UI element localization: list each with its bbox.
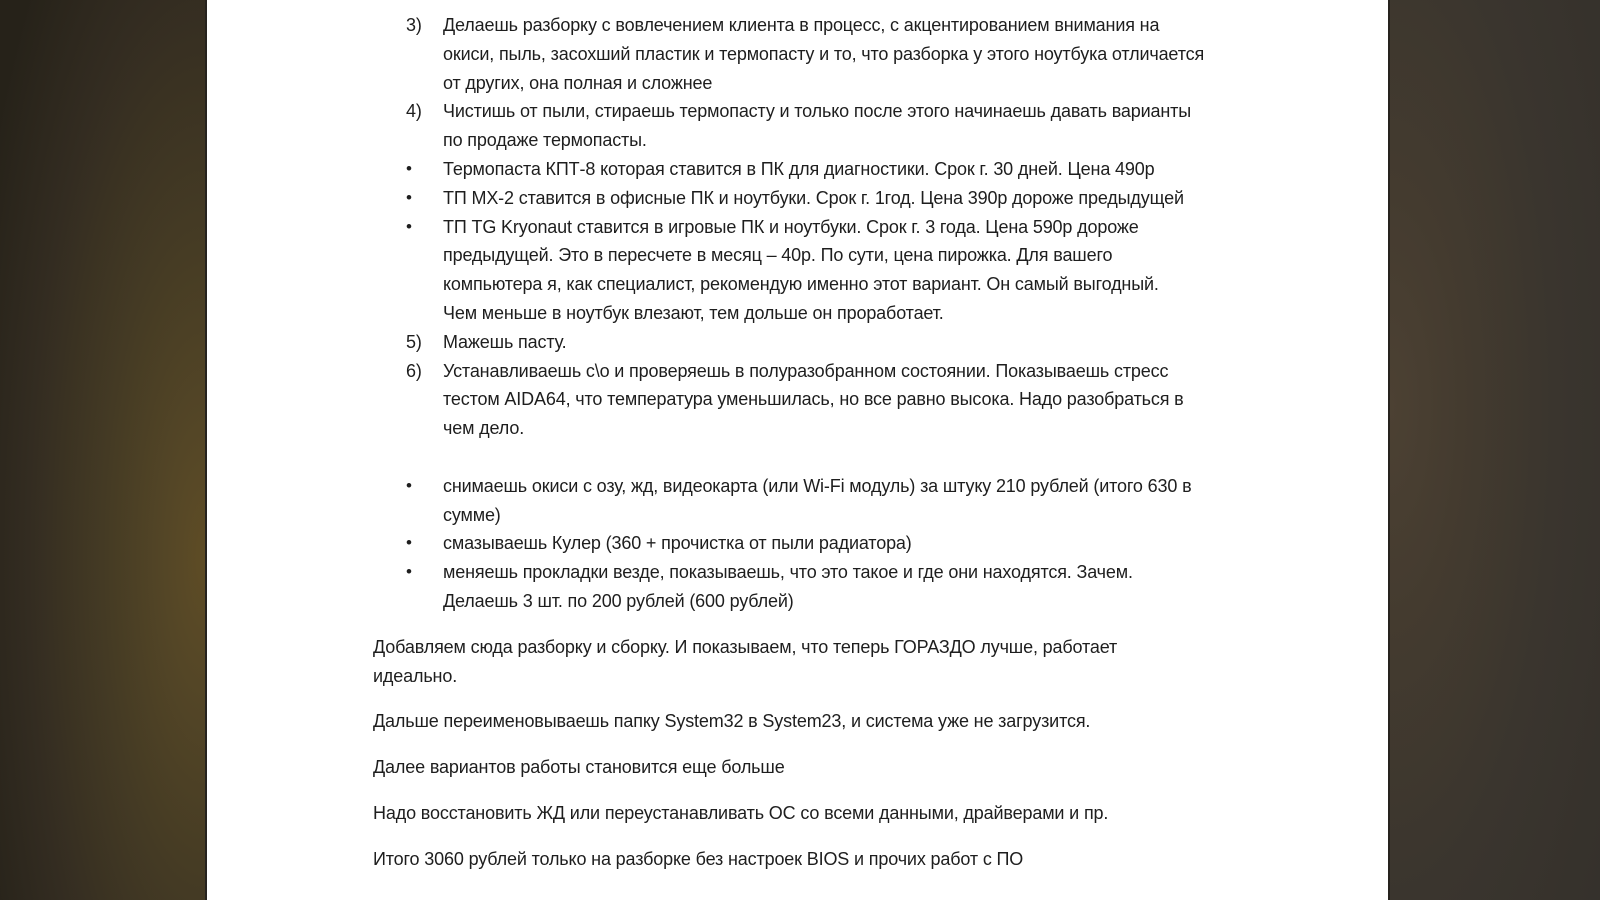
- paragraph: [373, 753, 1368, 782]
- desktop-background-left: [0, 0, 207, 900]
- text-line: предыдущей. Это в пересчете в месяц – 40р. По сути, цена пирожка. Для вашего: [443, 245, 1113, 266]
- desktop-background-right: [1388, 0, 1600, 900]
- text-line: Чем меньше в ноутбук влезают, тем дольше он проработает.: [443, 302, 944, 323]
- text-lines: [443, 213, 1159, 328]
- text-line: Мажешь пасту.: [443, 331, 567, 352]
- list-item: [373, 213, 1368, 328]
- list-item: [373, 97, 1368, 155]
- text-line: тестом AIDA64, что температура уменьшилась, но все равно высока. Надо разобраться в: [443, 389, 1184, 410]
- text-lines: [443, 11, 1204, 97]
- text-line: Устанавливаешь с\о и проверяешь в полуразобранном состоянии. Показываешь стресс: [443, 360, 1169, 381]
- text-lines: [373, 707, 1368, 736]
- text-lines: [373, 845, 1368, 874]
- text-line: чем дело.: [443, 418, 525, 439]
- text-line: по продаже термопасты.: [443, 130, 647, 151]
- list-item: [373, 357, 1368, 443]
- paragraph: [373, 799, 1368, 828]
- number-marker: 6): [406, 360, 422, 381]
- text-line: ТП MX-2 ставится в офисные ПК и ноутбуки. Срок г. 1год. Цена 390р дороже предыдущей: [443, 187, 1184, 208]
- text-line: сумме): [443, 504, 501, 525]
- text-line: компьютера я, как специалист, рекомендую именно этот вариант. Он самый выгодный.: [443, 274, 1159, 295]
- list-item: [373, 11, 1368, 97]
- text-line: идеально.: [373, 665, 458, 686]
- text-lines: [443, 97, 1191, 155]
- list-item: [373, 155, 1368, 184]
- text-lines: [373, 753, 1368, 782]
- bullet-marker: •: [406, 533, 412, 553]
- number-marker: 5): [406, 331, 422, 352]
- number-marker: 3): [406, 15, 422, 35]
- text-line: от других, она полная и сложнее: [443, 72, 713, 93]
- blank-line: [373, 443, 1368, 472]
- text-lines: [443, 328, 567, 357]
- text-line: Делаешь 3 шт. по 200 рублей (600 рублей): [443, 590, 794, 611]
- text-lines: [443, 155, 1154, 184]
- text-lines: [373, 799, 1368, 828]
- paragraph: [373, 845, 1368, 874]
- text-line: Добавляем сюда разборку и сборку. И показываем, что теперь ГОРАЗДО лучше, работает: [373, 636, 1118, 657]
- list-item: [373, 558, 1368, 616]
- paragraph: [373, 633, 1368, 691]
- text-line: Чистишь от пыли, стираешь термопасту и только после этого начинаешь давать варианты: [443, 101, 1192, 122]
- text-line: ТП TG Kryonaut ставится в игровые ПК и ноутбуки. Срок г. 3 года. Цена 590р дороже: [443, 216, 1139, 237]
- bullet-marker: •: [406, 187, 412, 207]
- bullet-marker: •: [406, 158, 412, 178]
- text-lines: [443, 184, 1184, 213]
- text-lines: [443, 529, 912, 558]
- bullet-marker: •: [406, 475, 412, 495]
- text-line: Термопаста КПТ-8 которая ставится в ПК для диагностики. Срок г. 30 дней. Цена 490р: [443, 158, 1155, 179]
- text-line: Дальше переименовываешь папку System32 в System23, и система уже не загрузится.: [373, 711, 1091, 732]
- number-marker: 4): [406, 101, 422, 122]
- list-item: [373, 472, 1368, 530]
- text-lines: [443, 472, 1192, 530]
- text-lines: [443, 357, 1184, 443]
- list-item: [373, 529, 1368, 558]
- paragraph: [373, 707, 1368, 736]
- text-line: меняешь прокладки везде, показываешь, что это такое и где они находятся. Зачем.: [443, 562, 1133, 583]
- text-lines: [443, 558, 1133, 616]
- document-page: [207, 0, 1388, 900]
- text-line: Делаешь разборку с вовлечением клиента в процесс, с акцентированием внимания на: [443, 15, 1160, 35]
- list-item: [373, 184, 1368, 213]
- text-line: Итого 3060 рублей только на разборке без настроек BIOS и прочих работ с ПО: [373, 848, 1024, 869]
- bullet-marker: •: [406, 216, 412, 236]
- text-line: Далее вариантов работы становится еще больше: [373, 757, 785, 778]
- document-content: [207, 0, 1388, 900]
- bullet-marker: •: [406, 562, 412, 582]
- text-lines: [373, 633, 1368, 691]
- text-line: Надо восстановить ЖД или переустанавливать ОС со всеми данными, драйверами и пр.: [373, 802, 1109, 823]
- list-item: [373, 328, 1368, 357]
- text-line: снимаешь окиси с озу, жд, видеокарта (или Wi-Fi модуль) за штуку 210 рублей (итого 630 в: [443, 475, 1192, 496]
- text-line: смазываешь Кулер (360 + прочистка от пыли радиатора): [443, 533, 912, 554]
- text-line: окиси, пыль, засохший пластик и термопасту и то, что разборка у этого ноутбука отличается: [443, 43, 1205, 64]
